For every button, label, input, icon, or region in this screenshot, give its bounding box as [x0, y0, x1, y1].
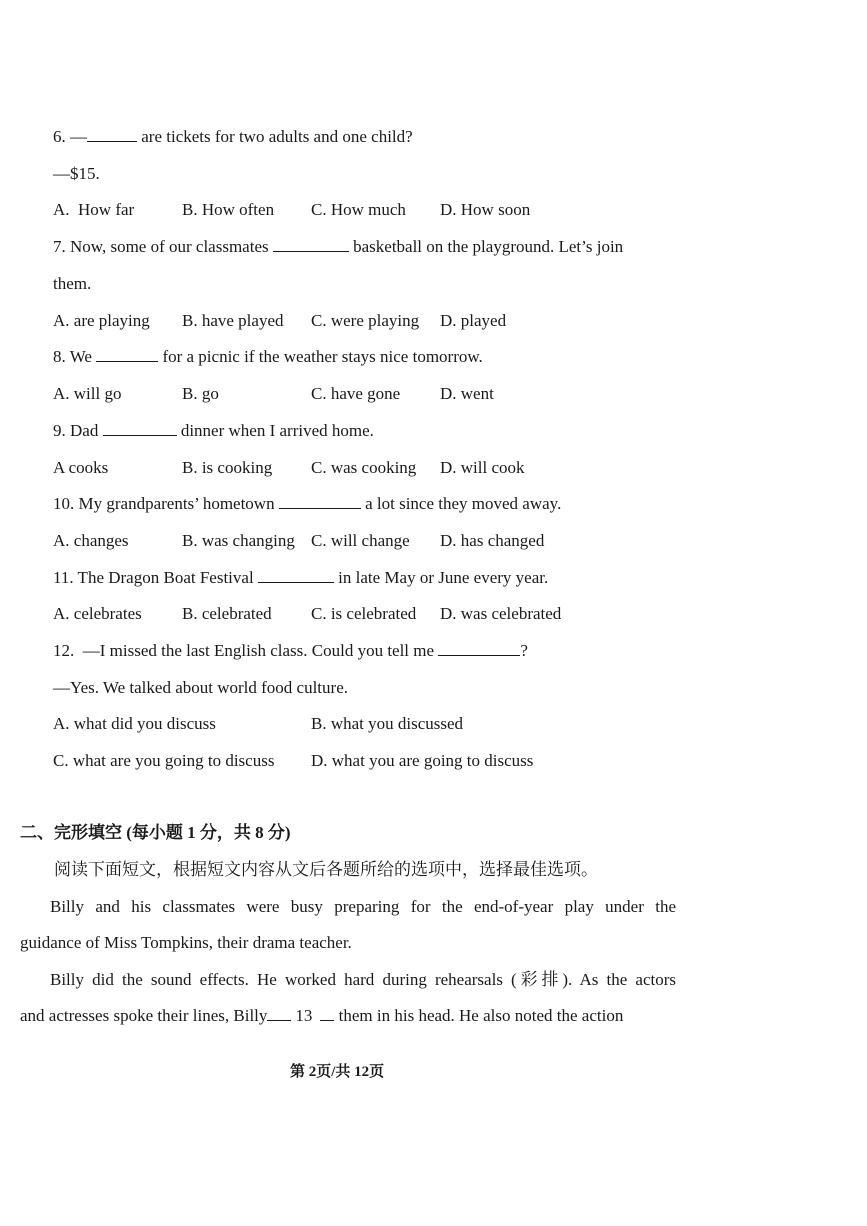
option-a: A. will go	[53, 384, 122, 403]
blank-number: 13	[295, 1006, 313, 1025]
option-c: C. will change	[311, 531, 410, 550]
q10-stem-end: a lot since they moved away.	[360, 494, 562, 513]
option-a: A. are playing	[53, 311, 150, 330]
passage-line	[20, 1005, 623, 1027]
question-9-stem	[53, 420, 374, 442]
page-number: 第 2页/共 12页	[290, 1064, 385, 1080]
option-b: B. How often	[182, 200, 275, 219]
option-d: D. played	[440, 311, 507, 330]
answer-blank	[279, 493, 361, 509]
option-d: D. has changed	[440, 531, 545, 550]
q11-stem-start: 11. The Dragon Boat Festival	[53, 568, 258, 587]
question-10-stem	[53, 493, 561, 515]
q9-stem-start: 9. Dad	[53, 421, 103, 440]
option-d: D. what you are going to discuss	[311, 751, 534, 770]
q8-stem-end: for a picnic if the weather stays nice tomorrow.	[158, 347, 483, 366]
passage-line: Billy did the sound effects. He worked hard during rehearsals (彩排). As the actors	[50, 970, 676, 989]
option-b: B. celebrated	[182, 604, 272, 623]
option-c: C. How much	[311, 200, 406, 219]
option-d: D. was celebrated	[440, 604, 562, 623]
option-c: C. have gone	[311, 384, 401, 403]
question-6-reply: —$15.	[53, 164, 100, 183]
q7-stem-start: 7. Now, some of our classmates	[53, 237, 273, 256]
option-d: D. went	[440, 384, 494, 403]
question-8-stem	[53, 346, 483, 368]
answer-blank	[258, 567, 334, 583]
option-c: C. what are you going to discuss	[53, 751, 275, 770]
q10-stem-start: 10. My grandparents’ hometown	[53, 494, 279, 513]
option-d: D. How soon	[440, 200, 531, 219]
question-12-reply: —Yes. We talked about world food culture.	[53, 678, 348, 697]
option-b: B. was changing	[182, 531, 295, 550]
section-title: 二、完形填空 (每小题 1 分，共 8 分)	[20, 823, 291, 842]
option-a: A. changes	[53, 531, 129, 550]
option-d: D. will cook	[440, 458, 525, 477]
q8-stem-start: 8. We	[53, 347, 97, 366]
answer-blank	[103, 420, 177, 436]
question-6-stem	[53, 126, 413, 148]
q12-stem-end: ?	[520, 641, 528, 660]
option-a: A. celebrates	[53, 604, 142, 623]
option-c: C. were playing	[311, 311, 420, 330]
question-7-stem-cont: them.	[53, 274, 92, 293]
question-7-stem	[53, 236, 623, 258]
q12-stem-start: 12. —I missed the last English class. Could you tell me	[53, 641, 439, 660]
option-b: B. have played	[182, 311, 284, 330]
option-a: A. what did you discuss	[53, 714, 216, 733]
answer-blank	[320, 1005, 334, 1021]
question-12-stem	[53, 640, 528, 662]
passage-text: and actresses spoke their lines, Billy	[20, 1006, 268, 1025]
option-b: B. go	[182, 384, 219, 403]
question-11-stem	[53, 567, 548, 589]
option-b: B. is cooking	[182, 458, 273, 477]
option-a: A. How far	[53, 200, 135, 219]
option-c: C. was cooking	[311, 458, 417, 477]
q6-stem-start: 6. —	[53, 127, 87, 146]
option-a: A cooks	[53, 458, 109, 477]
q11-stem-end: in late May or June every year.	[333, 568, 549, 587]
q6-stem-end: are tickets for two adults and one child?	[137, 127, 413, 146]
section-instruction: 阅读下面短文，根据短文内容从文后各题所给的选项中，选择最佳选项。	[54, 860, 598, 879]
passage-line: Billy and his classmates were busy preparing for the end-of-year play under the	[50, 897, 676, 916]
option-c: C. is celebrated	[311, 604, 417, 623]
q9-stem-end: dinner when I arrived home.	[176, 421, 374, 440]
answer-blank	[438, 640, 520, 656]
answer-blank	[96, 346, 158, 362]
q7-stem-end: basketball on the playground. Let’s join	[348, 237, 624, 256]
answer-blank	[267, 1005, 291, 1021]
answer-blank	[273, 236, 349, 252]
passage-line: guidance of Miss Tompkins, their drama teacher.	[20, 933, 352, 952]
passage-text: them in his head. He also noted the action	[334, 1006, 624, 1025]
option-b: B. what you discussed	[311, 714, 464, 733]
answer-blank	[87, 126, 137, 142]
